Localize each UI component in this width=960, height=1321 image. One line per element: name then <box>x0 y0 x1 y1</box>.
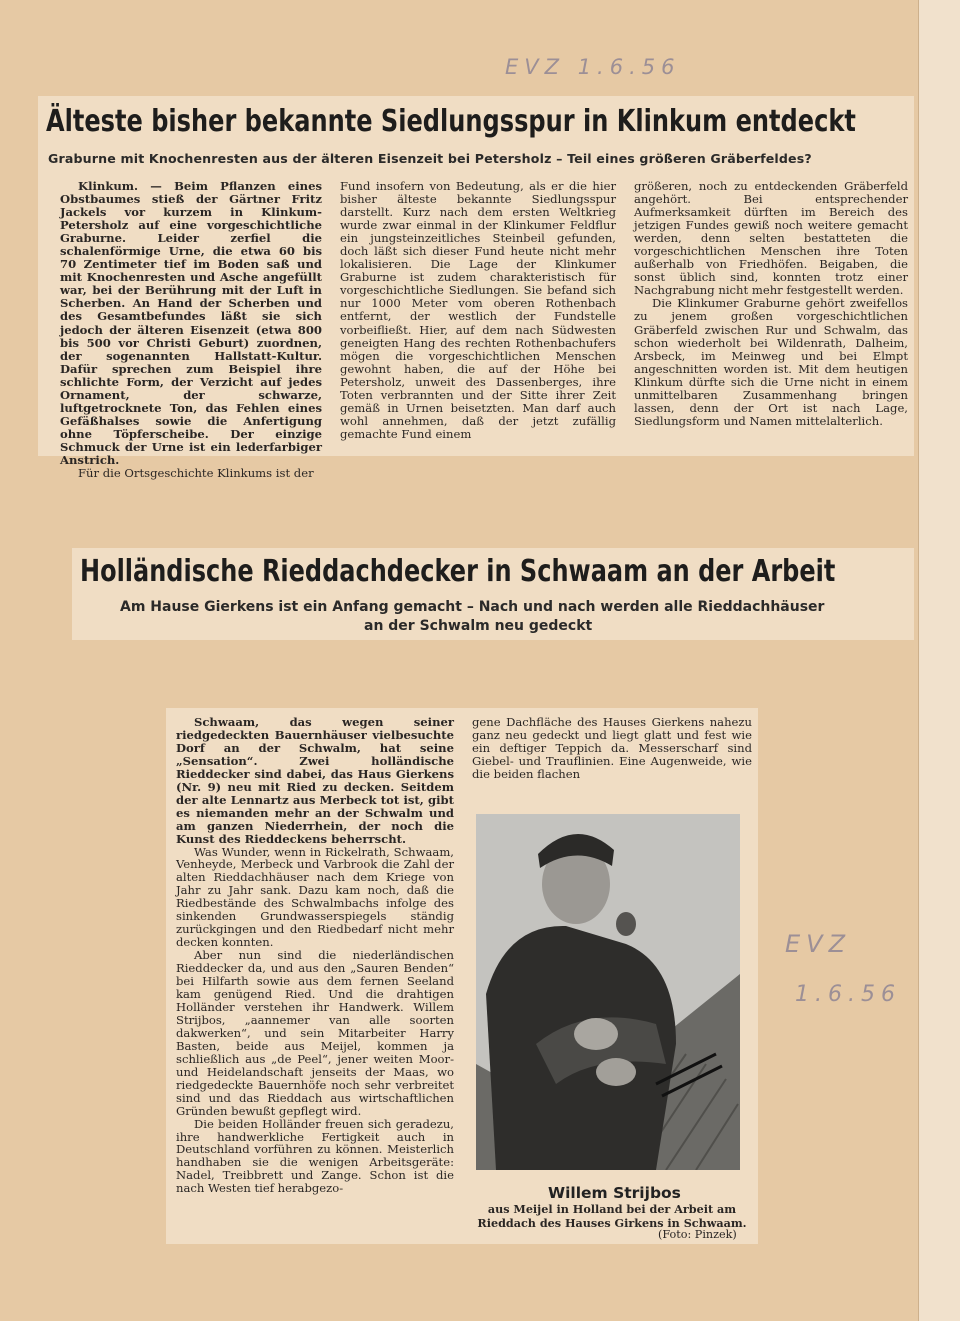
photo-caption-text: aus Meijel in Holland bei der Arbeit am Rieddach des Hauses Girkens in Schwaam. <box>477 1202 747 1230</box>
article-1-column-2 <box>340 180 616 441</box>
article-2-column-2 <box>472 716 752 781</box>
handwritten-note-top: EVZ 1.6.56 <box>505 55 681 79</box>
handwritten-note-side-1: EVZ <box>785 930 852 958</box>
article-1-column-1 <box>60 180 322 480</box>
article-1-paragraph: Für die Ortsgeschichte Klinkums ist der <box>78 466 314 481</box>
article-1-paragraph: größeren, noch zu entdeckenden Gräberfeld angehört. Bei entsprechender Aufmerksamkeit dürften im Bereich des jetzigen Fundes gewiß noch weitere gemacht werden, denn selten bestatteten die vorgeschichtlichen Menschen ihre Toten außerhalb von Friedhöfen. Beigaben, die sonst üblich sind, konnten trotz einer Nachgrabung nicht mehr festgestellt werden. <box>634 179 908 298</box>
handwritten-note-side-2: 1.6.56 <box>795 982 901 1007</box>
article-2-paragraph: gene Dachfläche des Hauses Gierkens nahezu ganz neu gedeckt und liegt glatt und fest wie ein deftiger Teppich da. Messerscharf sind Giebel- und Trauflinien. Eine Augenweide, wie die beiden flachen <box>472 715 752 782</box>
article-clipping-2-body <box>166 708 758 1244</box>
press-photo <box>476 814 740 1170</box>
article-2-column-1 <box>176 716 454 1195</box>
article-clipping-1 <box>38 96 914 481</box>
page-edge <box>918 0 960 1321</box>
article-2-lead: Schwaam, das wegen seiner riedgedeckten Bauernhäuser vielbesuchte Dorf an der Schwalm, hat seine „Sensation“. Zwei holländische Rieddecker sind dabei, das Haus Gierkens (Nr. 9) neu mit Ried zu decken. Seitdem der alte Lennartz aus Merbeck tot ist, gibt es niemanden mehr an der Schwalm und am ganzen Niederrhein, der noch die Kunst des Rieddeckens beherrscht. <box>176 715 454 846</box>
article-1-paragraph: Die Klinkumer Graburne gehört zweifellos zu jenem großen vorgeschichtlichen Gräberfeld zwischen Rur und Schwalm, das schon wiederholt bei Wildenrath, Dalheim, Arsbeck, im Meinweg und bei Elmpt angeschnitten worden ist. Mit dem heutigen Klinkum dürfte sich die Urne nicht in einem unmittelbaren Zusammenhang bringen lassen, denn der Ort ist nach Lage, Siedlungsform und Namen mittelalterlich. <box>634 296 908 428</box>
article-1-headline: Älteste bisher bekannte Siedlungsspur in Klinkum entdeckt <box>46 104 856 139</box>
article-1-subheadline: Graburne mit Knochenresten aus der älteren Eisenzeit bei Petersholz – Teil eines größeren Gräberfeldes? <box>48 151 812 166</box>
photo-image <box>476 814 740 1170</box>
photo-caption-name: Willem Strijbos <box>548 1184 681 1202</box>
article-2-subheadline-line-2: an der Schwalm neu gedeckt <box>364 618 593 634</box>
article-2-paragraph: Die beiden Holländer freuen sich geradezu, ihre handwerkliche Fertigkeit auch in Deutschland vorführen zu können. Meisterlich handhaben sie die wenigen Arbeitsgeräte: Nadel, Treibbrett und Zange. Schon ist die nach Westen tief herabgezo- <box>176 1116 454 1196</box>
photo-credit: (Foto: Pinzek) <box>658 1228 737 1241</box>
article-2-headline: Holländische Rieddachdecker in Schwaam an der Arbeit <box>80 554 836 589</box>
article-2-paragraph: Was Wunder, wenn in Rickelrath, Schwaam, Venheyde, Merbeck und Varbrook die Zahl der alten Rieddachhäuser nach dem Kriege von Jahr zu Jahr sank. Dazu kam noch, daß die Riedbestände des Schwalmbachs infolge des sinkenden Grundwasserspiegels ständig zurückgingen und den Riedbedarf nicht mehr decken konnten. <box>176 844 454 950</box>
article-clipping-2-header <box>72 548 914 640</box>
article-1-column-3 <box>634 180 908 428</box>
article-2-paragraph: Aber nun sind die niederländischen Rieddecker da, und aus den „Sauren Benden“ bei Hilfarth sowie aus dem fernen Seeland kam genügend Ried. Und die drahtigen Holländer verstehen ihr Handwerk. Willem Strijbos, „aannemer van alle soorten dakwerken“, und sein Mitarbeiter Harry Basten, beide aus Meijel, kommen ja schließlich aus „de Peel“, jener weiten Moor- und Heidelandschaft jenseits der Maas, wo riedgedeckte Bauernhöfe noch sehr verbreitet sind und das Rieddach aus wirtschaftlichen Gründen bewußt gepflegt wird. <box>176 948 454 1118</box>
article-2-subheadline-line-1: Am Hause Gierkens ist ein Anfang gemacht – Nach und nach werden alle Rieddachhäuser <box>120 599 825 615</box>
article-1-lead: Klinkum. — Beim Pflanzen eines Obstbaumes stieß der Gärtner Fritz Jackels vor kurzem in Klinkum-Petersholz auf eine vorgeschichtliche Graburne. Leider zerfiel die schalenförmige Urne, die etwa 60 bis 70 Zentimeter tief im Boden saß und mit Knochenresten und Asche angefüllt war, bei der Berührung mit der Luft in Scherben. An Hand der Scherben und des Gesamtbefundes läßt sie sich jedoch der älteren Eisenzeit (etwa 800 bis 500 vor Christi Geburt) zuordnen, der sogenannten Hallstatt-Kultur. Dafür sprechen zum Beispiel ihre schlichte Form, der Verzicht auf jedes Ornament, der schwarze, luftgetrocknete Ton, das Fehlen eines Gefäßhalses sowie die Anfertigung ohne Töpferscheibe. Der einzige Schmuck der Urne ist ein lederfarbiger Anstrich. <box>60 179 322 467</box>
article-1-paragraph: Fund insofern von Bedeutung, als er die hier bisher älteste bekannte Siedlungsspur darstellt. Kurz nach dem ersten Weltkrieg wurde zwar einmal in der Klinkumer Feldflur ein jungsteinzeitliches Steinbeil gefunden, doch läßt sich dieser Fund heute nicht mehr lokalisieren. Die Lage der Klinkumer Graburne ist zudem charakteristisch für vorgeschichtliche Siedlungen. Sie befand sich nur 1000 Meter vom oberen Rothenbach entfernt, der westlich der Fundstelle vorbeifließt. Hier, auf dem nach Südwesten geneigten Hang des rechten Rothenbachufers mögen die vorgeschichtlichen Menschen gewohnt haben, die auf der Höhe bei Petersholz, unweit des Dassenberges, ihre Toten verbrannten und der Sitte ihrer Zeit gemäß in Urnen beisetzten. Man darf auch wohl annehmen, daß der jetzt zufällig gemachte Fund einem <box>340 179 616 441</box>
